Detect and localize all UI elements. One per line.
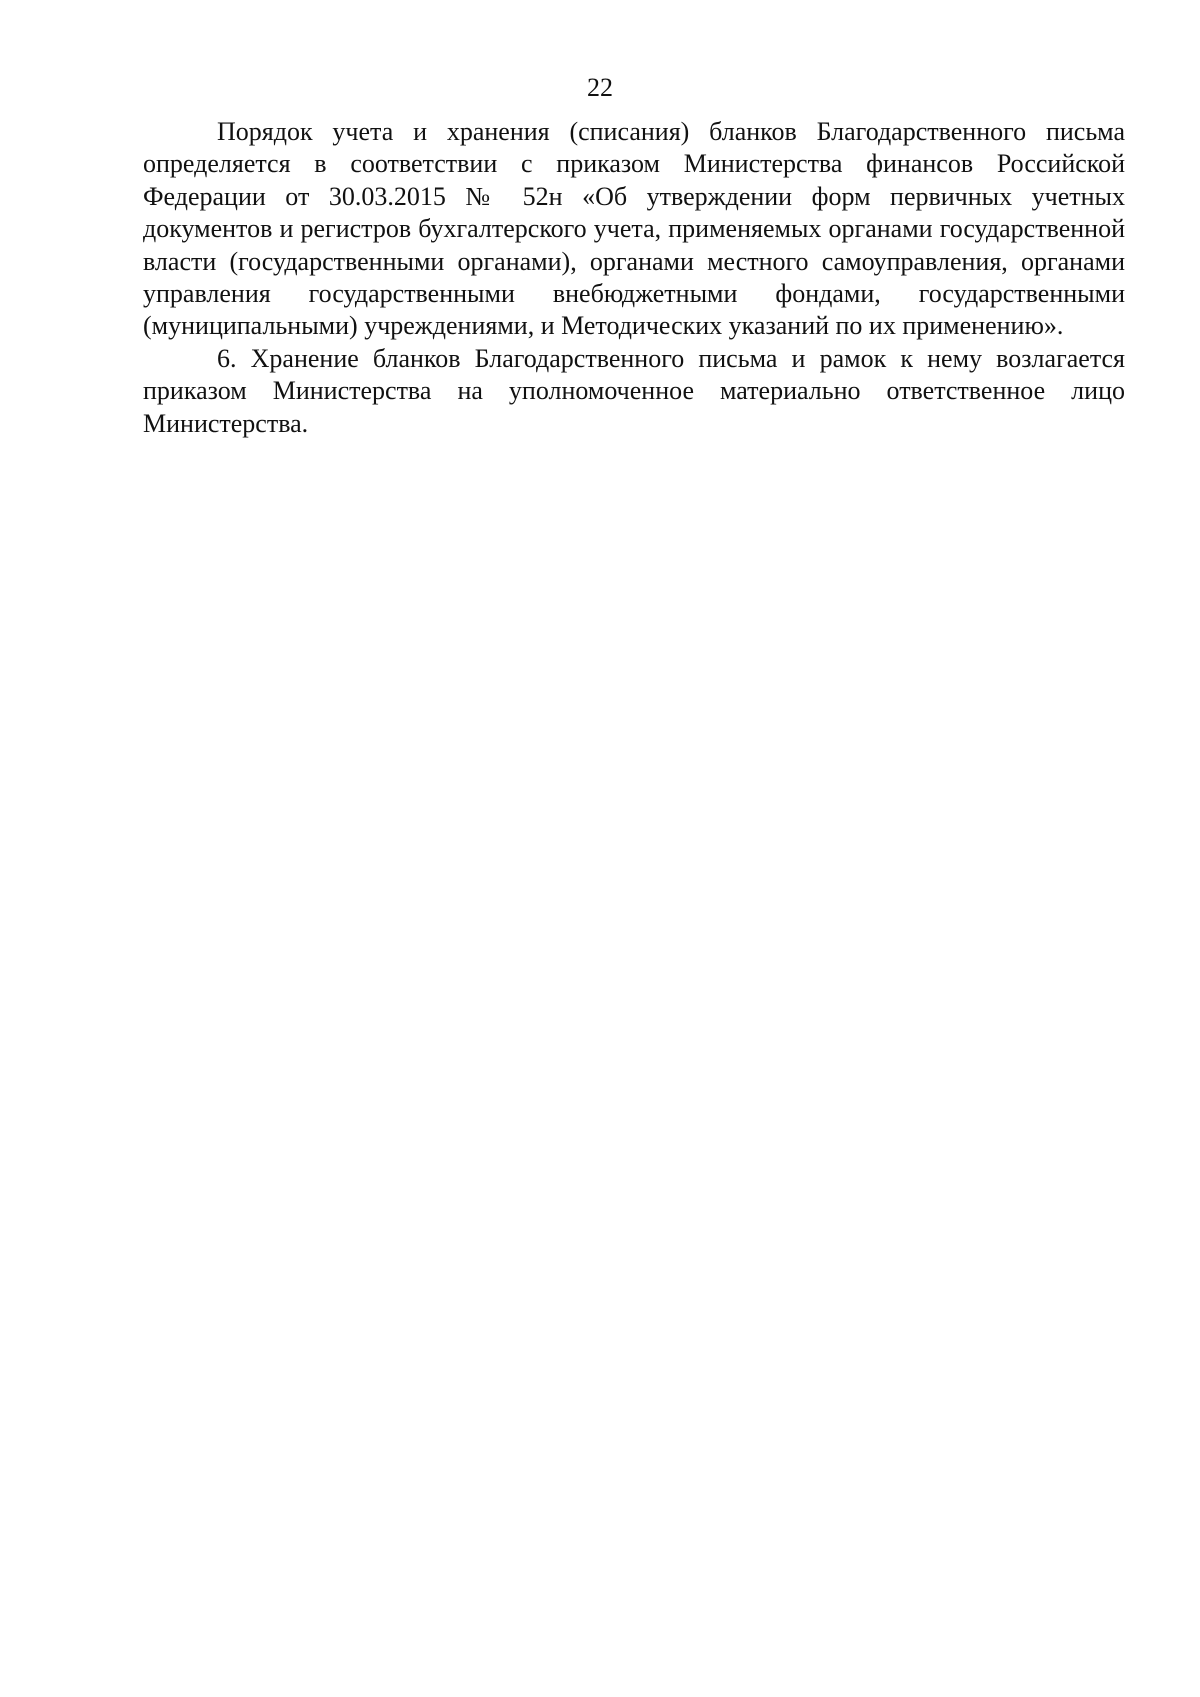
document-body [143, 116, 1125, 440]
paragraph-accounting-storage-order: Порядок учета и хранения (списания) бланков Благодарственного письма определяется в соответствии с приказом Министерства финансов Российской Федерации от 30.03.2015 № 52н «Об утверждении форм первичных учетных документов и регистров бухгалтерского учета, применяемых органами государственной власти (государственными органами), органами местного самоуправления, органами управления государственными внебюджетными фондами, государственными (муниципальными) учреждениями, и Методических указаний по их применению». [143, 117, 1125, 341]
paragraph-blank-storage-responsibility: 6. Хранение бланков Благодарственного письма и рамок к нему возлагается приказом Министерства на уполномоченное материально ответственное лицо Министерства. [143, 343, 1125, 438]
page-number: 22 [587, 73, 613, 102]
